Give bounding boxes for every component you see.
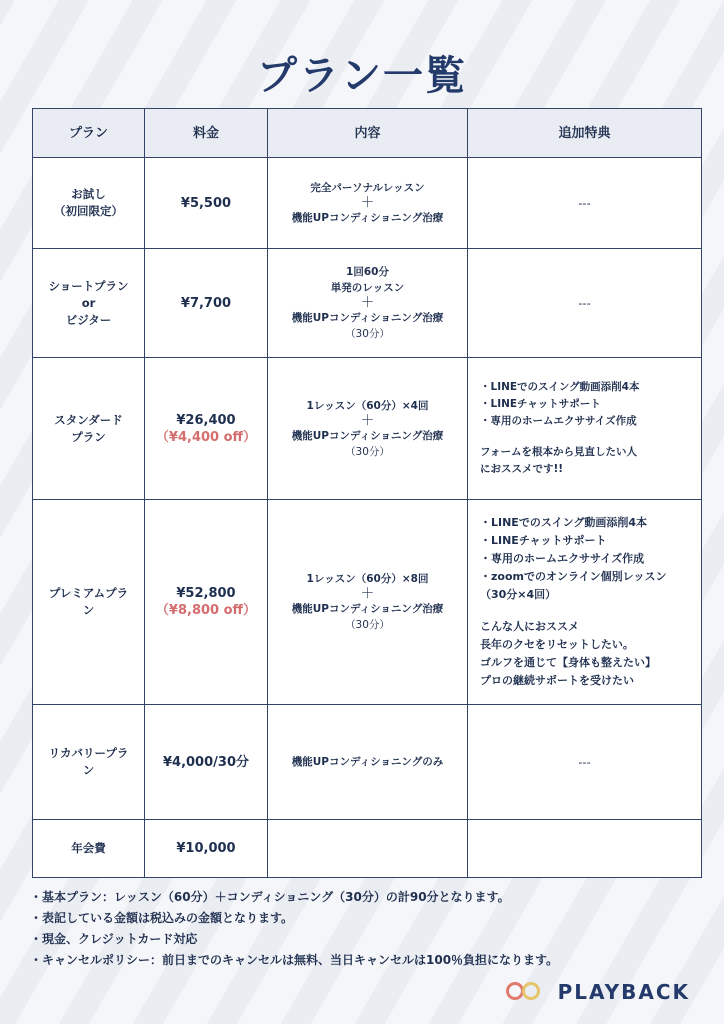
content-line: 1レッスン（60分）×8回 — [306, 573, 429, 585]
brand-name: PLAYBACK — [557, 980, 690, 1004]
bonus-cell — [468, 500, 702, 705]
plan-name-line: お試し — [71, 187, 106, 201]
bonus-line: ・専用のホームエクササイズ作成 — [480, 415, 637, 427]
content-line: 機能UPコンディショニングのみ — [291, 756, 444, 768]
plan-name-line: or — [81, 295, 96, 310]
table-row — [33, 158, 702, 249]
table-row — [33, 820, 702, 878]
plan-name-line: プレミアムプラ — [48, 586, 129, 600]
plan-name-line: ン — [82, 603, 95, 617]
footnote-line: ・現金、クレジットカード対応 — [30, 932, 198, 946]
logo-ring-right — [522, 982, 540, 1000]
bonus-spacer — [480, 604, 697, 618]
table-row — [33, 500, 702, 705]
playback-logo-icon — [506, 980, 550, 1004]
content-line: 機能UPコンディショニング治療 — [291, 312, 444, 324]
bonus-cell — [468, 358, 702, 500]
bonus-cell — [468, 820, 702, 878]
bonus-line: ・LINEでのスイング動画添削4本 — [480, 381, 640, 393]
content-cell — [268, 705, 468, 820]
bonus-line: ・LINEチャットサポート — [480, 534, 607, 547]
footnotes — [30, 887, 710, 971]
bonus-line: ・zoomでのオンライン個別レッスン — [480, 570, 667, 583]
header-price: 料金 — [145, 109, 268, 158]
bonus-empty-dash: --- — [578, 295, 591, 310]
bonus-line: ・LINEでのスイング動画添削4本 — [480, 516, 648, 529]
table-header-row — [33, 109, 702, 158]
content-line: 1レッスン（60分）×4回 — [306, 399, 429, 412]
plus-sign: ＋ — [360, 295, 375, 311]
plan-name-line: 年会費 — [71, 841, 106, 855]
plus-sign: ＋ — [360, 195, 375, 211]
plus-sign: ＋ — [360, 586, 375, 602]
table-row — [33, 358, 702, 500]
discount-label: （¥8,800 off） — [155, 603, 257, 618]
plan-name-line: リカバリープラ — [48, 746, 129, 760]
bonus-spacer — [480, 430, 697, 444]
plan-name-cell — [33, 820, 145, 878]
plan-name-line: スタンダード — [54, 412, 123, 427]
plan-name-cell — [33, 249, 145, 358]
table-row — [33, 705, 702, 820]
plan-name-line: ビジター — [65, 312, 112, 327]
bonus-line: ・LINEチャットサポート — [480, 398, 601, 410]
table-row — [33, 249, 702, 358]
bonus-line: こんな人におススメ — [480, 620, 579, 633]
bonus-cell — [468, 705, 702, 820]
bonus-cell — [468, 249, 702, 358]
content-line: （30分） — [345, 619, 390, 631]
content-line: 単発のレッスン — [330, 282, 405, 294]
content-line: 機能UPコンディショニング治療 — [291, 212, 444, 224]
price-cell — [145, 500, 268, 705]
price-cell — [145, 249, 268, 358]
price-value: ¥4,000/30分 — [162, 754, 249, 770]
price-value: ¥5,500 — [180, 195, 232, 211]
plan-name-cell — [33, 500, 145, 705]
plan-name-line: ン — [82, 763, 95, 777]
price-value: ¥7,700 — [180, 295, 232, 311]
bonus-empty-dash: --- — [578, 195, 591, 210]
plan-table — [32, 108, 702, 878]
price-value: ¥10,000 — [176, 841, 236, 856]
content-line: 完全パーソナルレッスン — [310, 182, 425, 194]
content-line: 機能UPコンディショニング治療 — [291, 603, 444, 615]
price-cell — [145, 705, 268, 820]
content-cell — [268, 249, 468, 358]
content-cell — [268, 158, 468, 249]
content-line: 1回60分 — [346, 266, 389, 278]
header-bonus: 追加特典 — [468, 109, 702, 158]
bonus-line: プロの継続サポートを受けたい — [480, 674, 634, 687]
header-plan: プラン — [33, 109, 145, 158]
plan-name-line: （初回限定） — [54, 204, 123, 218]
plus-sign: ＋ — [360, 412, 375, 429]
bonus-line: フォームを根本から見直したい人 — [480, 446, 637, 458]
plan-name-line: プラン — [71, 429, 106, 444]
footnote-line: ・キャンセルポリシー：前日までのキャンセルは無料、当日キャンセルは100％負担になります。 — [30, 953, 559, 967]
bonus-line: ・専用のホームエクササイズ作成 — [480, 552, 645, 565]
logo-ring-left — [506, 982, 524, 1000]
bonus-line: （30分×4回） — [480, 588, 557, 601]
brand-logo — [506, 980, 690, 1004]
content-cell — [268, 358, 468, 500]
plan-name-cell — [33, 158, 145, 249]
bonus-cell — [468, 158, 702, 249]
content-line: （30分） — [345, 328, 390, 340]
plan-name-cell — [33, 705, 145, 820]
content-cell — [268, 820, 468, 878]
price-value: ¥26,400 — [176, 412, 236, 428]
content-cell — [268, 500, 468, 705]
plan-name-line: ショートプラン — [48, 278, 129, 293]
header-content: 内容 — [268, 109, 468, 158]
content-line: （30分） — [345, 445, 390, 458]
bonus-line: におススメです!! — [480, 463, 564, 475]
plan-name-cell — [33, 358, 145, 500]
footnote-line: ・表記している金額は税込みの金額となります。 — [30, 911, 294, 925]
price-value: ¥52,800 — [176, 586, 236, 601]
price-cell — [145, 158, 268, 249]
bonus-empty-dash: --- — [578, 754, 591, 769]
price-cell — [145, 358, 268, 500]
discount-label: （¥4,400 off） — [155, 429, 257, 445]
bonus-line: ゴルフを通じて【身体も整えたい】 — [480, 656, 656, 669]
bonus-line: 長年のクセをリセットしたい。 — [480, 638, 634, 651]
content-line: 機能UPコンディショニング治療 — [291, 429, 444, 442]
page-title: プラン一覧 — [257, 53, 467, 99]
price-cell — [145, 820, 268, 878]
footnote-line: ・基本プラン：レッスン（60分）＋コンディショニング（30分）の計90分となります。 — [30, 890, 510, 904]
